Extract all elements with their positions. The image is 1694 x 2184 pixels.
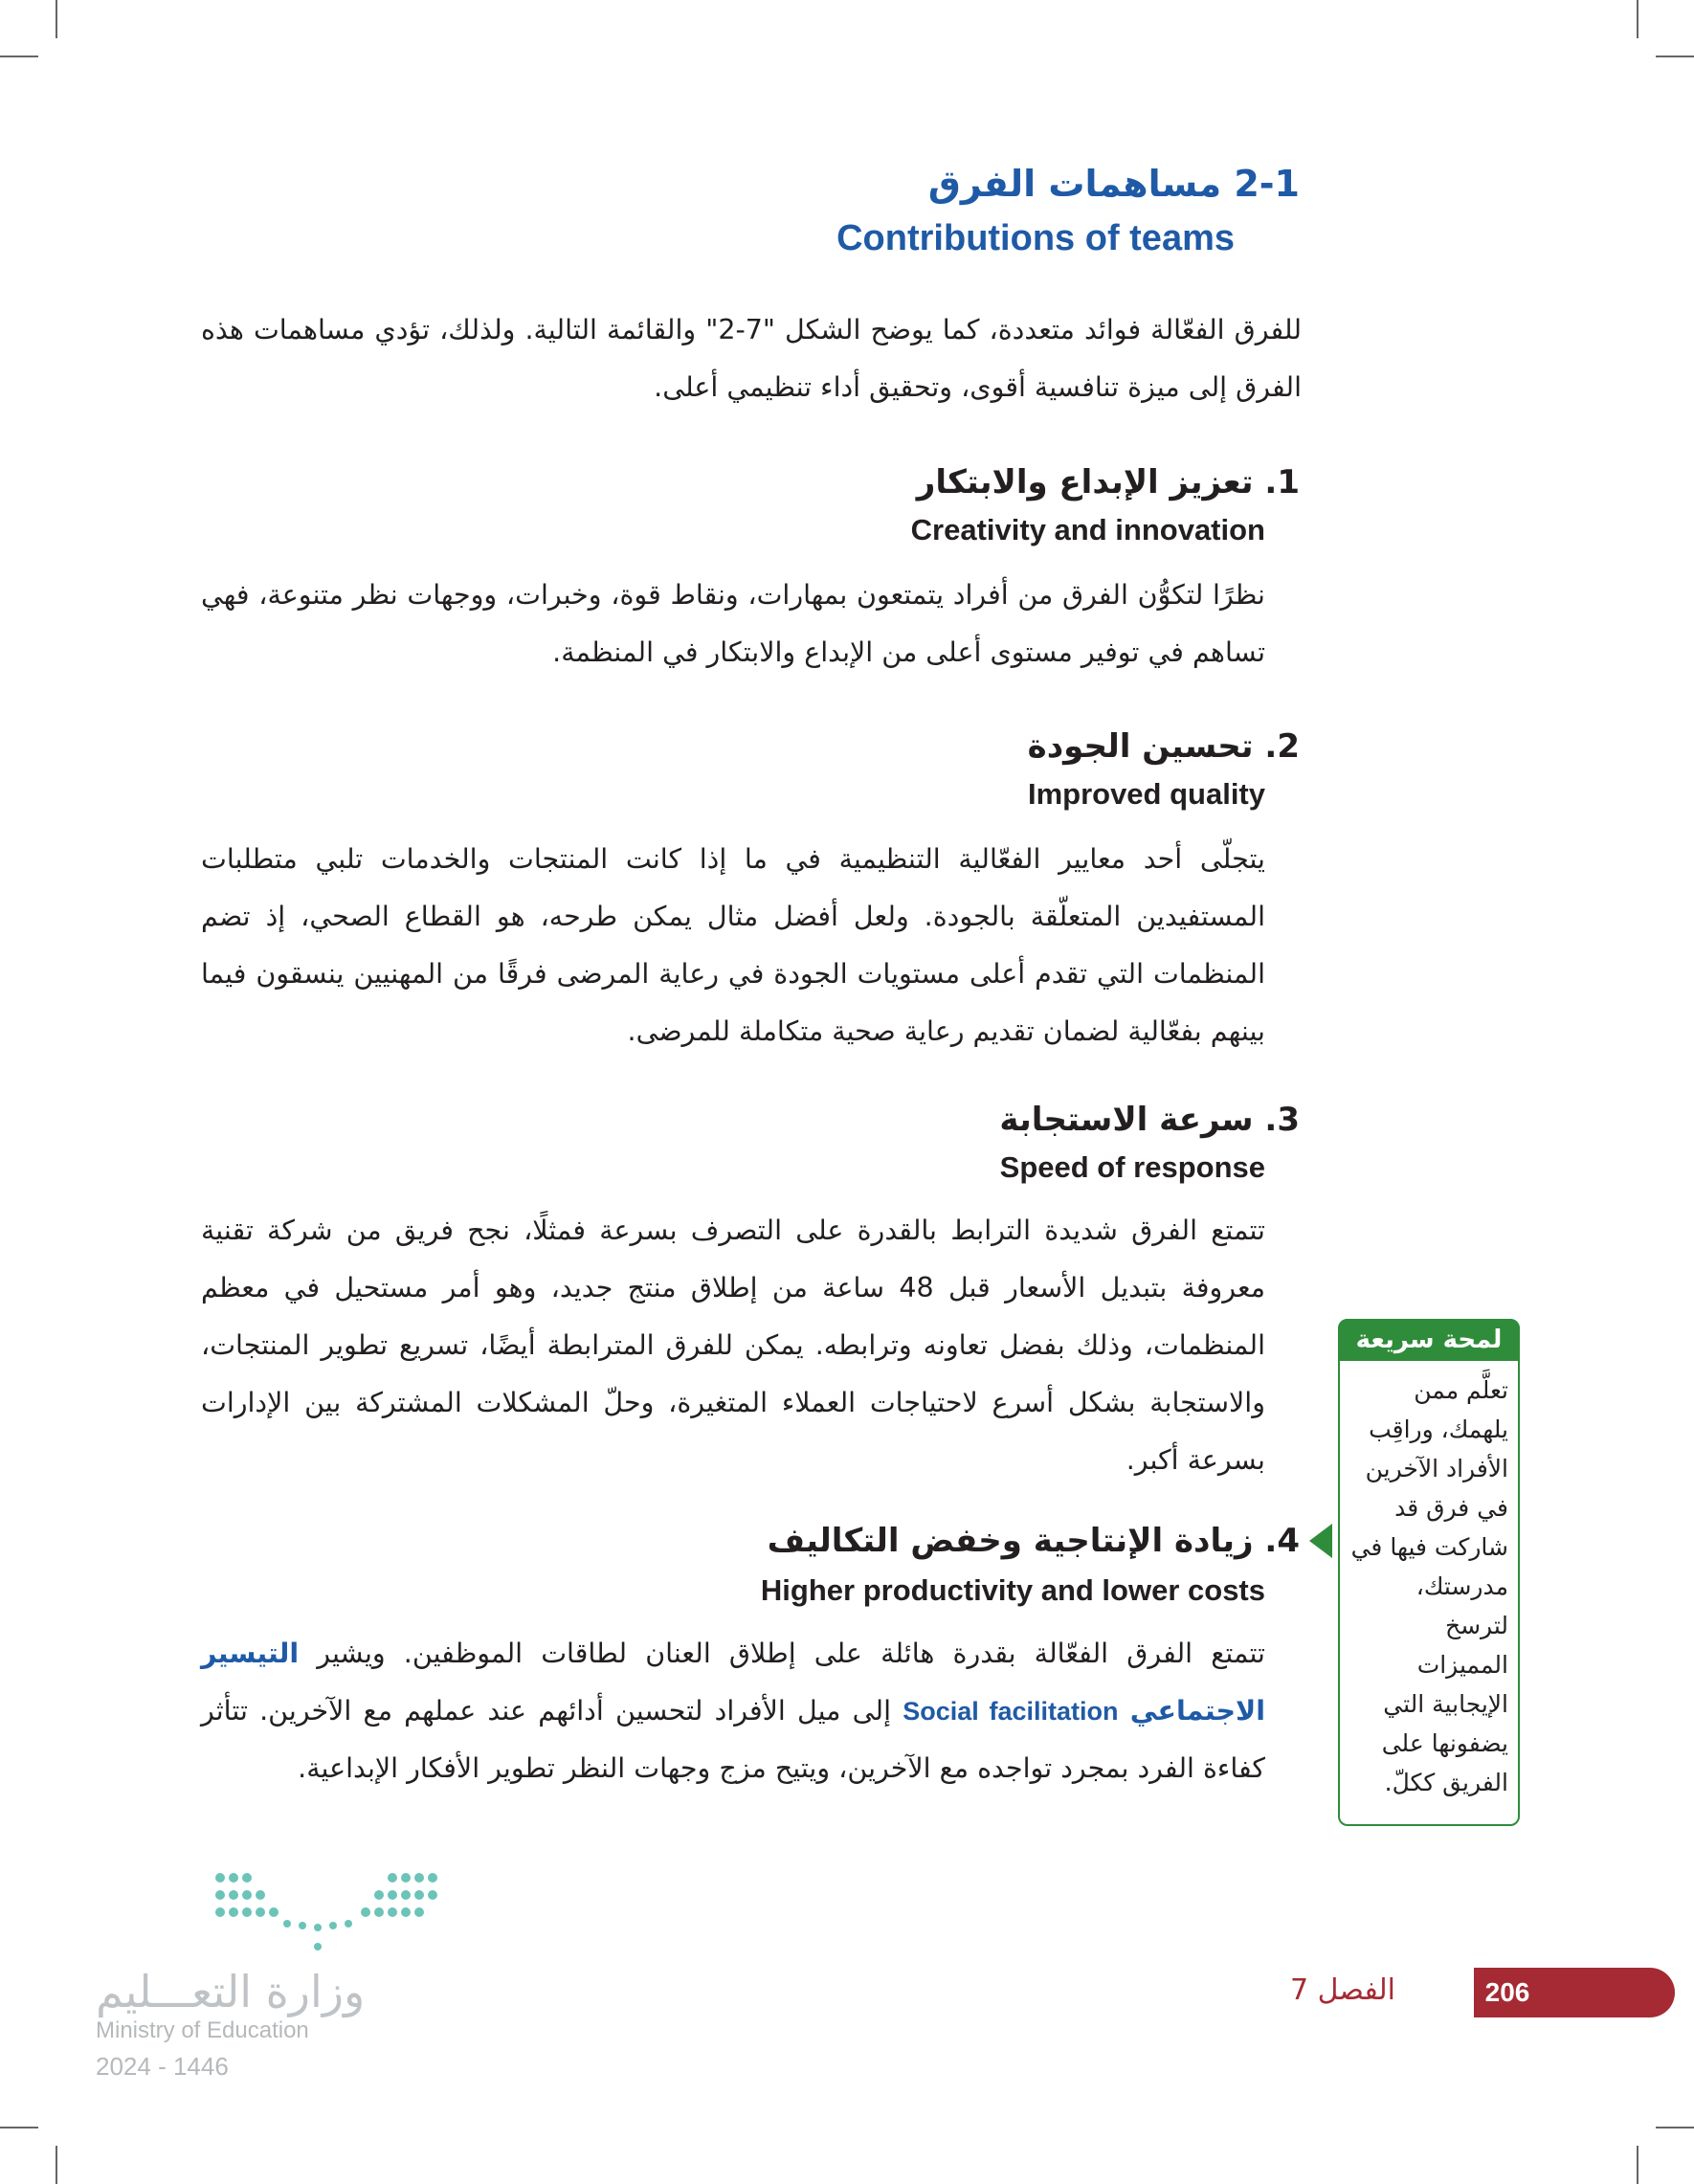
section-4-title-english: Higher productivity and lower costs [760,1573,1265,1607]
crop-mark [0,56,38,57]
crop-mark [56,0,57,38]
page-heading-english: Contributions of teams [836,218,1235,258]
crop-mark [56,2146,57,2184]
quick-tip-title: لمحة سريعة [1338,1319,1520,1361]
section-2-body: يتجلّى أحد معايير الفعّالية التنظيمية في ما إذا كانت المنتجات والخدمات تلبي متطلبات المستفيدين المتعلّقة بالجودة. ولعل أفضل مثال يمكن طرحه، هو القطاع الصحي، إذ تضم المنظمات التي تقدم أعلى مستويات الجودة في رعاية المرضى فرقًا من المهنيين ينسقون فيما بينهم بفعّالية لضمان تقديم رعاية صحية متكاملة للمرضى. [201,843,1265,1047]
ministry-logo-english: Ministry of Education [96,2017,309,2043]
section-4-body [201,1625,1265,1797]
pointer-arrow-icon [1309,1524,1332,1558]
section-1-title-arabic: 1. تعزيز الإبداع والابتكار [916,463,1300,501]
section-2-title-english: Improved quality [1027,777,1265,811]
quick-tip-body: تعلَّم ممن يلهمك، وراقِب الأفراد الآخرين في فرق قد شاركت فيها في مدرستك، لترسخ المميزات الإيجابية التي يضفونها على الفريق ككلّ. [1350,1376,1508,1796]
section-2-title-arabic: 2. تحسين الجودة [1027,727,1300,766]
section-4-body-part1: تتمتع الفرق الفعّالة بقدرة هائلة على إطلاق العنان لطاقات الموظفين. ويشير [299,1638,1265,1669]
page-heading-arabic: 2-1 مساهمات الفرق [927,163,1300,205]
section-4-body-part2: إلى ميل الأفراد لتحسين أدائهم عند عملهم مع الآخرين. تتأثر كفاءة الفرد بمجرد تواجده مع الآخرين، ويتيح مزج وجهات النظر تطوير الأفكار الإبداعية. [201,1695,1265,1784]
crop-mark [1637,2146,1638,2184]
crop-mark [0,2127,38,2128]
crop-mark [1637,0,1638,38]
social-facilitation-term-english: Social facilitation [903,1697,1119,1726]
intro-paragraph: للفرق الفعّالة فوائد متعددة، كما يوضح الشكل "7-2" والقائمة التالية. ولذلك، تؤدي مساهمات هذه الفرق إلى ميزة تنافسية أقوى، وتحقيق أداء تنظيمي أعلى. [201,314,1303,403]
social-facilitation-term-arabic: التيسير الاجتماعي [201,1638,1265,1727]
ministry-logo-arabic: وزارة التعـــليم [96,1966,366,2017]
section-3-title-arabic: 3. سرعة الاستجابة [999,1101,1300,1139]
ministry-logo-year: 2024 - 1446 [96,2052,229,2081]
section-1-body: نظرًا لتكوُّن الفرق من أفراد يتمتعون بمهارات، ونقاط قوة، وخبرات، ووجهات نظر متنوعة، فهي تساهم في توفير مستوى أعلى من الإبداع والابتكار في المنظمة. [201,579,1265,668]
crop-mark [1656,56,1694,57]
section-1-title-english: Creativity and innovation [910,513,1265,546]
page-number: 206 [1484,1977,1530,2007]
quick-tip-box [1338,1319,1520,1826]
ministry-logo-icon [211,1866,450,1962]
crop-mark [1656,2127,1694,2128]
section-4-title-arabic: 4. زيادة الإنتاجية وخفض التكاليف [767,1522,1300,1560]
section-3-body: تتمتع الفرق شديدة الترابط بالقدرة على التصرف بسرعة فمثلًا، نجح فريق من شركة تقنية معروفة بتبديل الأسعار قبل 48 ساعة من إطلاق منتج جديد، وهو أمر مستحيل في معظم المنظمات، وذلك بفضل تعاونه وترابطه. يمكن للفرق المترابطة أيضًا، تسريع تطوير المنتجات، والاستجابة بشكل أسرع لاحتياجات العملاء المتغيرة، وحلّ المشكلات المشتركة بين الإدارات بسرعة أكبر. [201,1215,1265,1476]
section-3-title-english: Speed of response [999,1150,1265,1184]
chapter-label: الفصل 7 [1289,1973,1395,2007]
